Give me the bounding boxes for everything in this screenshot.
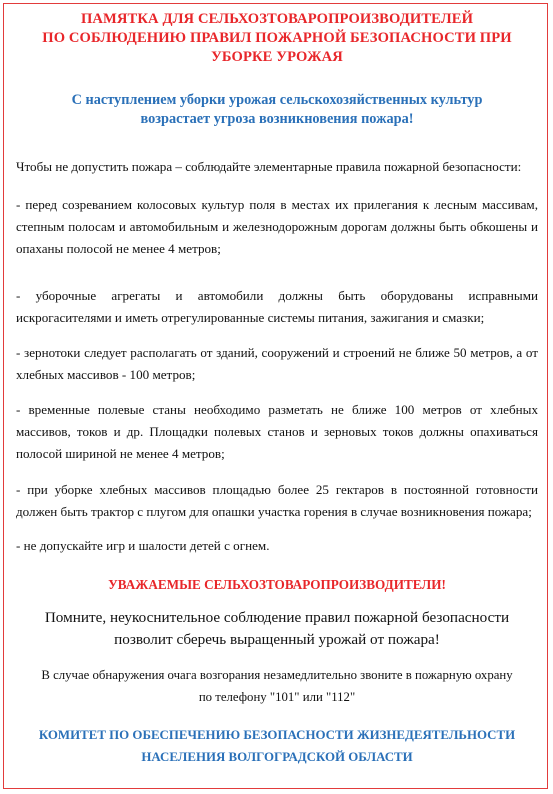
document-body [16,10,538,768]
remember-line-2: позволит сберечь выращенный урожай от пожара! [114,631,440,648]
rule-item: - при уборке хлебных массивов площадью более 25 гектаров в постоянной готовности должен быть трактор с плугом для опашки участка горения в случае возникновения пожара; [16,482,538,519]
title-line-1: ПАМЯТКА ДЛЯ СЕЛЬХОЗТОВАРОПРОИЗВОДИТЕЛЕЙ [80,11,474,27]
appeal-heading: УВАЖАЕМЫЕ СЕЛЬХОЗТОВАРОПРОИЗВОДИТЕЛИ! [108,577,446,592]
rule-item: - перед созреванием колосовых культур поля в местах их прилегания к лесным массивам, степным полосам и автомобильным и железнодорожным дорогам должны быть обкошены и опаханы полосой не менее 4 метров; [16,197,538,256]
subtitle-line-1: С наступлением уборки урожая сельскохозяйственных культур [71,92,483,108]
committee-line-2: НАСЕЛЕНИЯ ВОЛГОГРАДСКОЙ ОБЛАСТИ [141,750,413,764]
contact-info [16,664,538,708]
contact-line-2: по телефону "101" или "112" [198,690,356,704]
rule-item: - не допускайте игр и шалости детей с огнем. [16,538,270,553]
rule-item: - временные полевые станы необходимо разметать не ближе 100 метров от хлебных массивов, токов и др. Площадки полевых станов и зерновых токов должны опахиваться полосой шириной не менее 4 метров; [16,402,538,461]
subtitle-line-2: возрастает угроза возникновения пожара! [140,111,414,127]
remember-message [16,607,538,651]
rule-item: - зернотоки следует располагать от зданий, сооружений и строений не ближе 50 метров, а от хлебных массивов - 100 метров; [16,345,538,382]
document-subtitle [16,91,538,129]
committee-line-1: КОМИТЕТ ПО ОБЕСПЕЧЕНИЮ БЕЗОПАСНОСТИ ЖИЗНЕДЕЯТЕЛЬНОСТИ [38,728,516,742]
contact-line-1: В случае обнаружения очага возгорания незамедлительно звоните в пожарную охрану [41,668,513,682]
rule-item: - уборочные агрегаты и автомобили должны быть оборудованы исправными искрогасителями и иметь отрегулированные системы питания, зажигания и смазки; [16,288,538,325]
document-title [16,10,538,67]
remember-line-1: Помните, неукоснительное соблюдение правил пожарной безопасности [44,609,510,626]
committee-signature [16,724,538,768]
title-line-2: ПО СОБЛЮДЕНИЮ ПРАВИЛ ПОЖАРНОЙ БЕЗОПАСНОСТИ ПРИ [42,30,512,46]
intro-paragraph: Чтобы не допустить пожара – соблюдайте элементарные правила пожарной безопасности: [16,159,522,174]
title-line-3: УБОРКЕ УРОЖАЯ [211,49,343,65]
